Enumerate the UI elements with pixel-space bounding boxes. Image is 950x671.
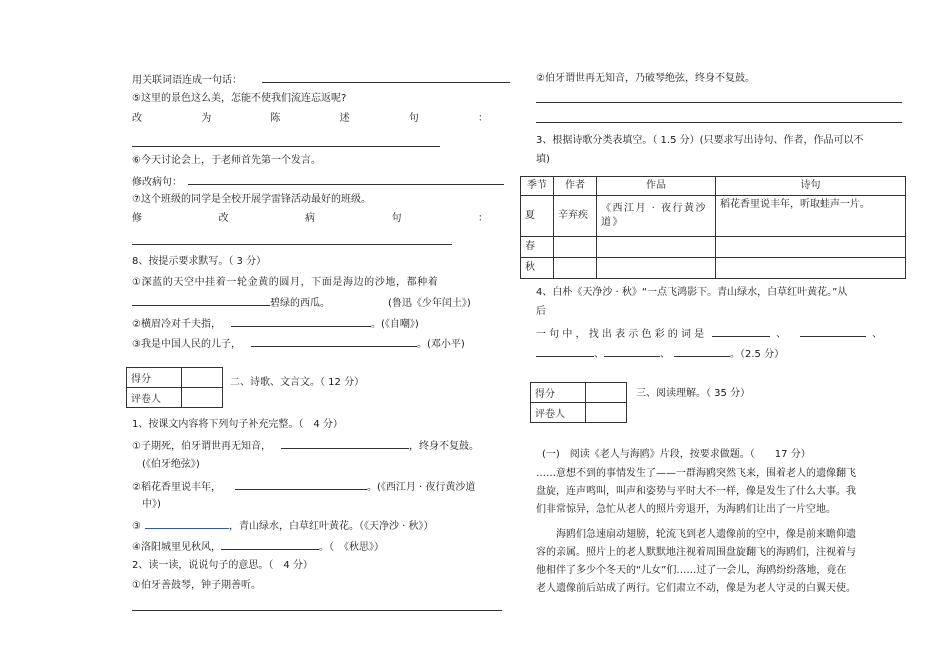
- score-cell[interactable]: [586, 383, 627, 403]
- row-verse: 稻花香里说丰年，听取蛙声一片。: [716, 196, 906, 237]
- table-row: [521, 237, 906, 258]
- part-1-item-3: ③ ，青山绿水，白草红叶黄花。（《天净沙 · 秋》）: [132, 518, 434, 534]
- part-1-item-1-source: (《伯牙绝弦》): [142, 459, 200, 470]
- score-table-section-2: [126, 367, 223, 408]
- question-4-line-4: 、 、 。（2.5 分）: [536, 346, 784, 362]
- row-season: 秋: [521, 258, 554, 279]
- q8-2-blank[interactable]: [231, 316, 371, 327]
- row-work-input[interactable]: [597, 237, 716, 258]
- question-4-line-2: 后: [536, 306, 546, 317]
- fix-sentence-line-1: [132, 174, 504, 190]
- section-2-title: 二、诗歌、文言文。（ 12 分）: [230, 377, 365, 388]
- q8-1-blank[interactable]: [132, 295, 270, 306]
- question-8-item-1: ①深蓝的天空中挂着一轮金黄的圆月，下面是海边的沙地，都种着: [132, 277, 439, 288]
- question-8-title: 8、按提示要求默写。（ 3 分）: [132, 256, 267, 267]
- part-2-title: 2、读一读，说说句子的意思。（ 4 分）: [132, 560, 313, 571]
- header-author: 作者: [554, 177, 597, 196]
- reading-title: (一) 阅读《老人与海鸥》片段，按要求做题。（ 17 分）: [542, 449, 811, 460]
- sentence-7: ⑦这个班级的同学是全校开展学雷锋活动最好的班级。: [132, 194, 371, 205]
- fix-sentence-blank[interactable]: [188, 174, 504, 185]
- row-author-input[interactable]: [554, 258, 597, 279]
- row-work: 《西江月 · 夜行黄沙道》: [597, 196, 716, 237]
- part-2-item-2: ②伯牙谓世再无知音，乃破琴绝弦，终身不复鼓。: [536, 73, 755, 84]
- color-word-blank-4[interactable]: [604, 346, 660, 357]
- table-row: [521, 196, 906, 237]
- poem-classification-table: [520, 176, 906, 279]
- score-table-section-3: [530, 382, 627, 423]
- question-8-item-2: ②横眉冷对千夫指， 。(《自嘲》): [132, 316, 419, 332]
- question-3-line-2: 填): [536, 154, 550, 165]
- connect-sentence-label: 用关联词语连成一句话：: [132, 75, 242, 86]
- table-row: [521, 258, 906, 279]
- part-2-item-1: ①伯牙善鼓琴，钟子期善听。: [132, 580, 261, 591]
- row-season: 春: [521, 237, 554, 258]
- part-2-item-2-answer-line-2[interactable]: [536, 122, 902, 123]
- part-1-item-2-cont: 中》): [142, 499, 161, 510]
- grader-label: 评卷人: [531, 403, 586, 423]
- row-work-input[interactable]: [597, 258, 716, 279]
- reading-paragraph-2: 海鸥们急速扇动翅膀，轮流飞到老人遗像前的空中，像是前来瞻仰遗 容的亲属。照片上的老人默默地注视着周围盘旋翻飞的海鸥们，注视着与 他相伴了多少个冬天的“儿女”们……过了一会儿，海鸥纷纷落地，竟在 老人遗像前后站成了两行。它们肃立不动，像是为老人守灵的白翼天使。: [536, 529, 856, 594]
- p1-1-blank[interactable]: [281, 438, 409, 449]
- reading-paragraph-1: ……意想不到的事情发生了——一群海鸥突然飞来，围着老人的遗像翻飞 盘旋，连声鸣叫，叫声和姿势与平时大不一样，像是发生了什么大事。我 们非常惊异，急忙从老人的照片旁退开，为海鸥们让出了一片空地。: [536, 468, 856, 515]
- row-season: 夏: [521, 196, 554, 237]
- q8-3-blank[interactable]: [251, 336, 417, 347]
- part-2-item-2-answer-line-1[interactable]: [536, 102, 902, 103]
- connect-sentence-line: [132, 72, 510, 88]
- sentence-6: ⑥今天讨论会上，于老师首先第一个发言。: [132, 155, 321, 166]
- row-author: 辛弃疾: [554, 196, 597, 237]
- table-header-row: [521, 177, 906, 196]
- change-to-declarative-label: 改 为 陈 述 句 ：: [132, 113, 488, 124]
- row-verse-input[interactable]: [716, 258, 906, 279]
- part-2-answer-line[interactable]: [132, 610, 502, 611]
- grader-cell[interactable]: [182, 388, 223, 408]
- header-season: 季节: [521, 177, 554, 196]
- fix-sentence-label-2: 修 改 病 句 ：: [132, 213, 488, 224]
- p1-3-blank[interactable]: [145, 518, 229, 529]
- score-label: 得分: [531, 383, 586, 403]
- header-verse: 诗句: [716, 177, 906, 196]
- declarative-answer-line[interactable]: [132, 146, 440, 147]
- grader-label: 评卷人: [127, 388, 182, 408]
- part-1-item-2: ②稻花香里说丰年， 。(《西江月 · 夜行黄沙道: [132, 479, 475, 495]
- fix-sentence-answer-line[interactable]: [132, 244, 452, 245]
- color-word-blank-2[interactable]: [800, 326, 866, 337]
- grader-cell[interactable]: [586, 403, 627, 423]
- sentence-5: ⑤这里的景色这么美，怎能不使我们流连忘返呢?: [132, 93, 347, 104]
- section-3-title: 三、阅读理解。（ 35 分）: [636, 388, 751, 399]
- question-3-line-1: 3、根据诗歌分类表填空。（ 1.5 分）(只要求写出诗句、作者，作品可以不: [536, 135, 864, 146]
- part-1-item-4: ④洛阳城里见秋风， 。（ 《秋思》）: [132, 539, 384, 555]
- score-cell[interactable]: [182, 368, 223, 388]
- color-word-blank-3[interactable]: [536, 346, 594, 357]
- question-4-line-3: 一 句 中 ， 找 出 表 示 色 彩 的 词 是 、 、: [536, 326, 882, 342]
- question-8-item-1-cont: 碧绿的西瓜。 (鲁迅《少年闰土》): [132, 295, 471, 311]
- question-4-line-1: 4、白朴《天净沙 · 秋》“一点飞鸿影下。青山绿水，白草红叶黄花。”从: [536, 287, 848, 298]
- p1-2-blank[interactable]: [235, 479, 367, 490]
- score-label: 得分: [127, 368, 182, 388]
- header-work: 作品: [597, 177, 716, 196]
- fix-sentence-label: 修改病句：: [132, 177, 182, 188]
- row-author-input[interactable]: [554, 237, 597, 258]
- question-8-item-3: ③我是中国人民的儿子， 。(邓小平): [132, 336, 465, 352]
- row-verse-input[interactable]: [716, 237, 906, 258]
- connect-sentence-blank[interactable]: [262, 72, 510, 83]
- part-1-title: 1、按课文内容将下列句子补充完整。（ 4 分）: [132, 419, 343, 430]
- color-word-blank-1[interactable]: [712, 326, 770, 337]
- p1-4-blank[interactable]: [221, 539, 319, 550]
- color-word-blank-5[interactable]: [674, 346, 730, 357]
- part-1-item-1: ①子期死，伯牙谓世再无知音， ，终身不复鼓。: [132, 438, 479, 454]
